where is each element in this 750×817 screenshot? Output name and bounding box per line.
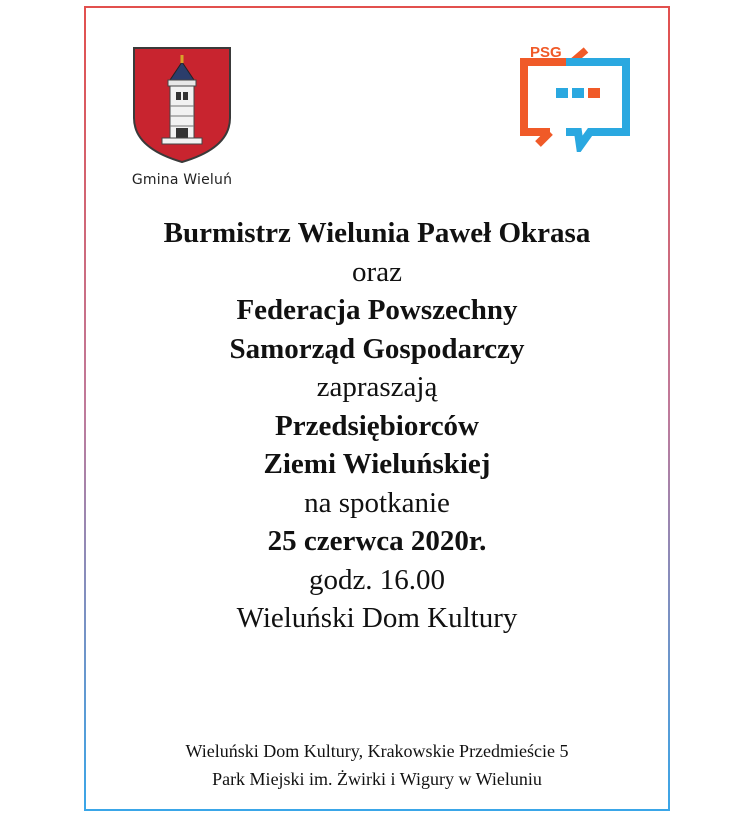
wielun-coat-of-arms-icon (130, 44, 234, 164)
invitation-line-meeting: na spotkanie (304, 486, 450, 519)
psg-logo-text: PSG (530, 44, 562, 61)
invitation-line-audience-1: Przedsiębiorców (274, 409, 480, 442)
invitation-line-date: 25 czerwca 2020r. (267, 525, 487, 557)
invitation-line-invite: zapraszają (316, 371, 438, 403)
invitation-line-venue: Wieluński Dom Kultury (236, 602, 518, 634)
invitation-line-time: godz. 16.00 (308, 563, 446, 596)
invitation-line-host: Burmistrz Wielunia Paweł Okrasa (163, 217, 591, 249)
gmina-caption: Gmina Wieluń (131, 172, 233, 188)
footer-address (84, 737, 670, 793)
invitation-line-federation-2: Samorząd Gospodarczy (229, 332, 525, 365)
invitation-line-audience-2: Ziemi Wieluńskiej (263, 448, 491, 480)
invitation-body (84, 214, 670, 638)
footer-line-address: Wieluński Dom Kultury, Krakowskie Przedmieście 5 (185, 741, 569, 761)
psg-chat-bubble-logo-icon (516, 40, 634, 152)
invitation-line-federation-1: Federacja Powszechny (236, 294, 518, 326)
invitation-line-and: oraz (352, 255, 402, 288)
footer-line-park: Park Miejski im. Żwirki i Wigury w Wieluniu (212, 769, 542, 789)
